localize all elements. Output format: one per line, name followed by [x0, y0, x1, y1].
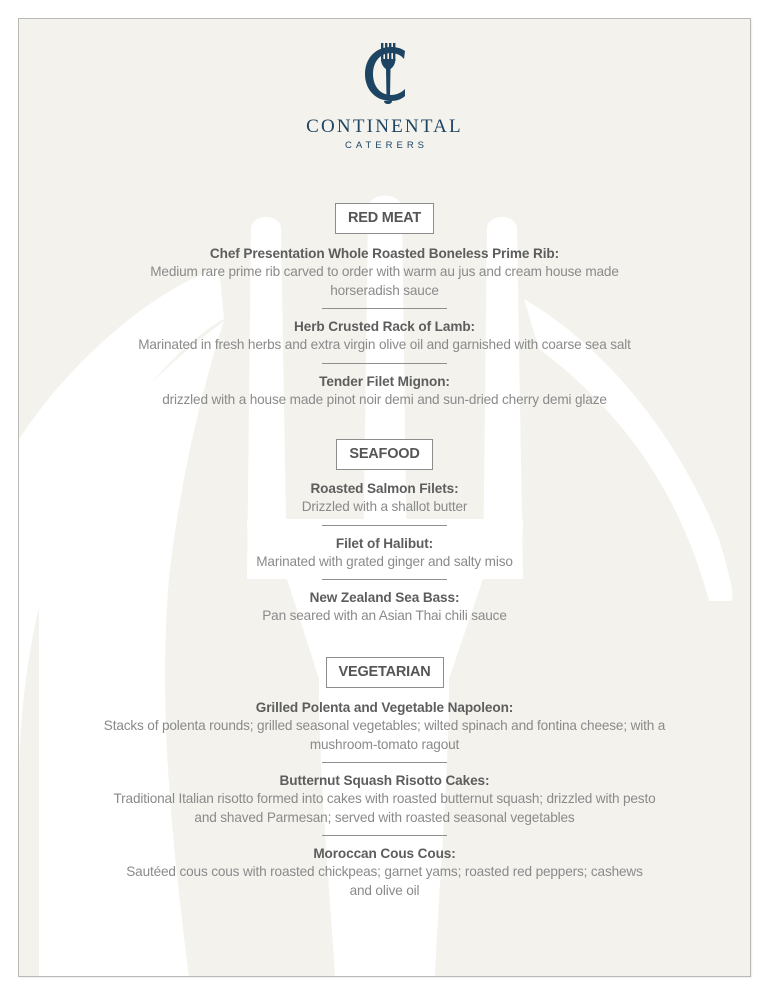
- section-heading: SEAFOOD: [336, 439, 432, 470]
- item-description: Marinated with grated ginger and salty miso: [256, 553, 513, 569]
- item-description: and olive oil: [349, 882, 420, 898]
- item-name: Roasted Salmon Filets:: [310, 481, 459, 496]
- item-name: New Zealand Sea Bass:: [309, 590, 460, 605]
- item-description: Drizzled with a shallot butter: [301, 499, 468, 514]
- menu-item: [19, 589, 750, 626]
- item-name: Chef Presentation Whole Roasted Boneless Prime Rib:: [209, 246, 560, 261]
- section-heading: VEGETARIAN: [326, 657, 444, 688]
- item-description: and shaved Parmesan; served with roasted seasonal vegetables: [194, 809, 575, 825]
- section-red-meat: [19, 203, 750, 409]
- menu-page: [18, 18, 751, 977]
- item-description: horseradish sauce: [330, 282, 439, 298]
- item-description: drizzled with a house made pinot noir demi and sun-dried cherry demi glaze: [162, 391, 607, 407]
- brand-subtitle: CATERERS: [344, 140, 429, 151]
- menu-item: [19, 845, 750, 900]
- divider: [322, 579, 447, 580]
- divider: [322, 762, 447, 763]
- item-description: Pan seared with an Asian Thai chili sauce: [262, 608, 507, 623]
- section-heading: RED MEAT: [335, 203, 434, 234]
- item-name: Tender Filet Mignon:: [319, 373, 450, 389]
- section-seafood: [19, 439, 750, 626]
- divider: [322, 308, 447, 309]
- menu-item: [19, 245, 750, 300]
- item-description: Traditional Italian risotto formed into cakes with roasted butternut squash; drizzled with pesto: [113, 791, 656, 806]
- menu-item: [19, 373, 750, 410]
- divider: [322, 835, 447, 836]
- item-description: mushroom-tomato ragout: [309, 736, 460, 752]
- menu-item: [19, 535, 750, 572]
- item-name: Butternut Squash Risotto Cakes:: [279, 773, 490, 788]
- item-name: Grilled Polenta and Vegetable Napoleon:: [255, 700, 514, 715]
- section-vegetarian: [19, 657, 750, 900]
- menu-item: [19, 772, 750, 827]
- brand-name: CONTINENTAL: [306, 116, 463, 137]
- item-description: Medium rare prime rib carved to order with warm au jus and cream house made: [150, 264, 619, 279]
- brand-logo: [19, 41, 750, 152]
- item-name: Moroccan Cous Cous:: [313, 846, 456, 861]
- item-name: Filet of Halibut:: [335, 535, 434, 551]
- menu-item: [19, 699, 750, 754]
- item-description: Stacks of polenta rounds; grilled seasonal vegetables; wilted spinach and fontina cheese; with a: [103, 718, 666, 733]
- menu-item: [19, 480, 750, 517]
- item-description: Sautéed cous cous with roasted chickpeas; garnet yams; roasted red peppers; cashews: [126, 864, 643, 879]
- c-fork-logo-icon: [361, 41, 409, 109]
- item-description: Marinated in fresh herbs and extra virgin olive oil and garnished with coarse sea salt: [138, 337, 631, 352]
- menu-item: [19, 318, 750, 355]
- item-name: Herb Crusted Rack of Lamb:: [294, 319, 475, 334]
- divider: [322, 525, 447, 526]
- divider: [322, 363, 447, 364]
